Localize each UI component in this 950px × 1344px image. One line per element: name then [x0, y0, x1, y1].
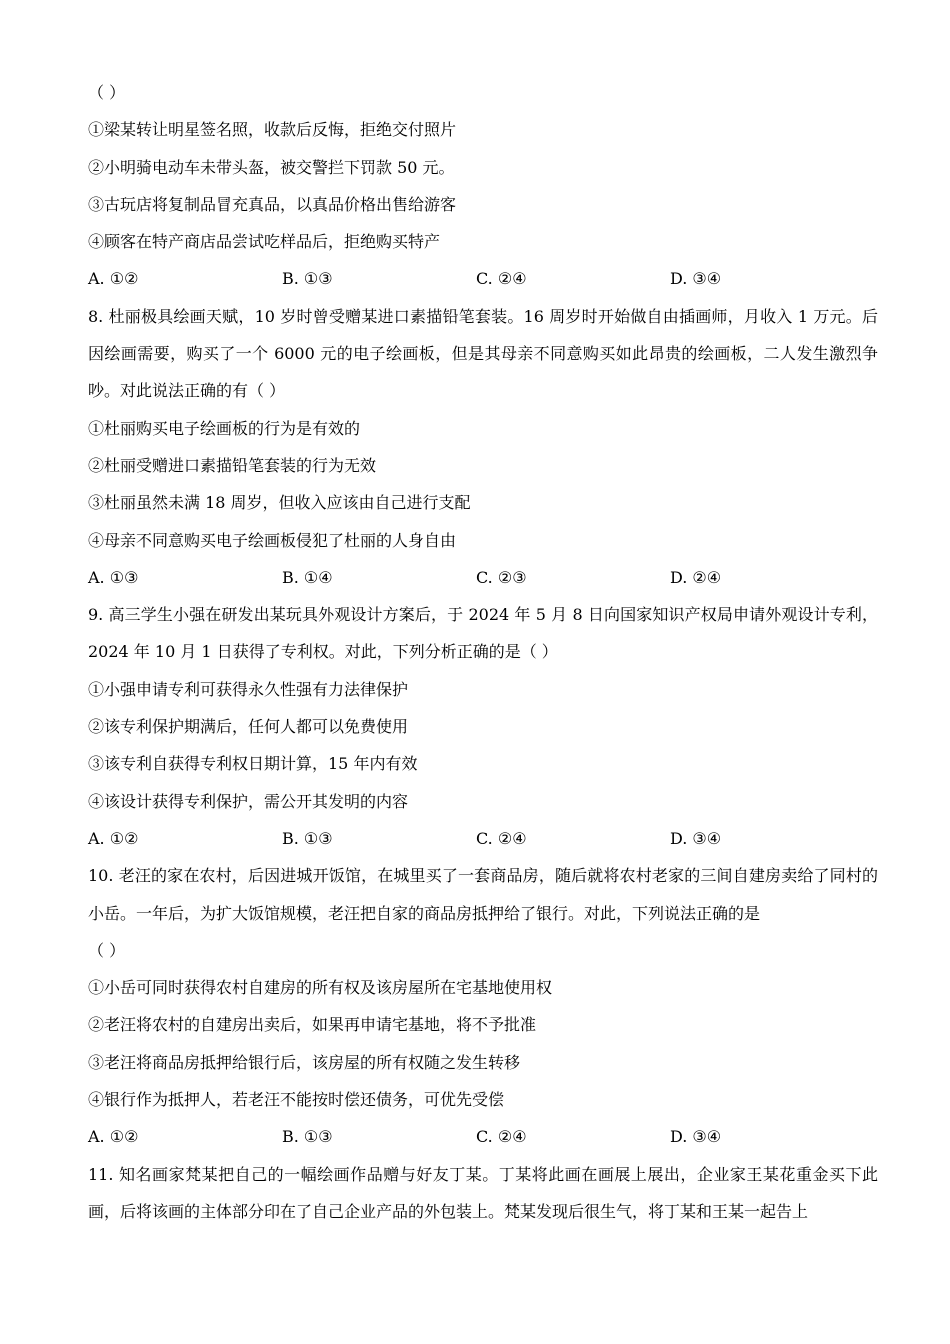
q11-stem: 11. 知名画家梵某把自己的一幅绘画作品赠与好友丁某。丁某将此画在画展上展出，企业家王某花重金买下此画，后将该画的主体部分印在了自己企业产品的外包装上。梵某发现后很生气，将丁某和王某一起告上	[88, 1164, 878, 1221]
q8-options	[88, 559, 878, 596]
q8-option-d: D. ②④	[670, 567, 722, 587]
q9-option-a: A. ①②	[88, 828, 139, 848]
q8-option-a: A. ①③	[88, 567, 139, 587]
q10-option-c: C. ②④	[476, 1127, 527, 1147]
q8-item-4: ④母亲不同意购买电子绘画板侵犯了杜丽的人身自由	[88, 530, 457, 550]
q7-options	[88, 260, 878, 297]
q9-option-c: C. ②④	[476, 828, 527, 848]
q10-option-b: B. ①③	[282, 1127, 333, 1147]
exam-page	[88, 74, 878, 1230]
q7-item-3: ③古玩店将复制品冒充真品，以真品价格出售给游客	[88, 194, 457, 214]
q10-item-4: ④银行作为抵押人，若老汪不能按时偿还债务，可优先受偿	[88, 1090, 505, 1110]
q7-item-2: ②小明骑电动车未带头盔，被交警拦下罚款 50 元。	[88, 157, 455, 177]
q10-item-1: ①小岳可同时获得农村自建房的所有权及该房屋所在宅基地使用权	[88, 978, 553, 998]
q10-options	[88, 1118, 878, 1155]
q7-option-c: C. ②④	[476, 269, 527, 289]
q7-option-a: A. ①②	[88, 269, 139, 289]
q10-item-2: ②老汪将农村的自建房出卖后，如果再申请宅基地，将不予批准	[88, 1015, 537, 1035]
q9-options	[88, 820, 878, 857]
q9-item-2: ②该专利保护期满后，任何人都可以免费使用	[88, 717, 409, 737]
q9-stem: 9. 高三学生小强在研发出某玩具外观设计方案后，于 2024 年 5 月 8 日向国家知识产权局申请外观设计专利，2024 年 10 月 1 日获得了专利权。对此，下列分析正确的是（ ）	[88, 605, 878, 662]
q10-option-d: D. ③④	[670, 1127, 722, 1147]
q7-item-4: ④顾客在特产商店品尝试吃样品后，拒绝购买特产	[88, 232, 441, 252]
q7-option-b: B. ①③	[282, 269, 333, 289]
q8-stem: 8. 杜丽极具绘画天赋，10 岁时曾受赠某进口素描铅笔套装。16 周岁时开始做自由插画师，月收入 1 万元。后因绘画需要，购买了一个 6000 元的电子绘画板，但是其母亲不同意购买如此昂贵的绘画板，二人发生激烈争吵。对此说法正确的有（ ）	[88, 306, 878, 401]
q8-item-3: ③杜丽虽然未满 18 周岁，但收入应该由自己进行支配	[88, 493, 471, 513]
q9-option-d: D. ③④	[670, 828, 722, 848]
q10-stem: 10. 老汪的家在农村，后因进城开饭馆，在城里买了一套商品房，随后就将农村老家的三间自建房卖给了同村的小岳。一年后，为扩大饭馆规模，老汪把自家的商品房抵押给了银行。对此，下列说法正确的是	[88, 866, 878, 923]
q8-item-2: ②杜丽受赠进口素描铅笔套装的行为无效	[88, 455, 377, 475]
q10-option-a: A. ①②	[88, 1127, 139, 1147]
q8-item-1: ①杜丽购买电子绘画板的行为是有效的	[88, 418, 361, 438]
q10-bracket: （ ）	[88, 940, 126, 960]
q10-item-3: ③老汪将商品房抵押给银行后，该房屋的所有权随之发生转移	[88, 1052, 521, 1072]
q9-item-3: ③该专利自获得专利权日期计算，15 年内有效	[88, 754, 418, 774]
q7-option-d: D. ③④	[670, 269, 722, 289]
q7-bracket: （ ）	[88, 83, 126, 102]
q9-option-b: B. ①③	[282, 828, 333, 848]
q9-item-1: ①小强申请专利可获得永久性强有力法律保护	[88, 679, 409, 699]
q8-option-c: C. ②③	[476, 567, 527, 587]
q8-option-b: B. ①④	[282, 567, 333, 587]
q7-item-1: ①梁某转让明星签名照，收款后反悔，拒绝交付照片	[88, 120, 457, 140]
q9-item-4: ④该设计获得专利保护，需公开其发明的内容	[88, 791, 409, 811]
